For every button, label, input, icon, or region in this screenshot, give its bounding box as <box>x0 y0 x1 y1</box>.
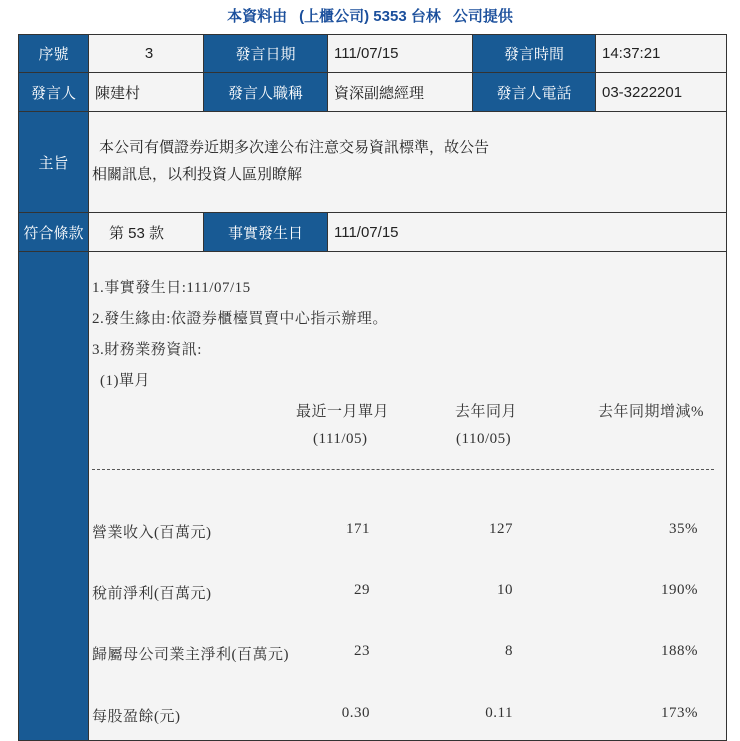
desc-line-3: 3.財務業務資訊: <box>92 342 202 358</box>
desc-line-2: 2.發生緣由:依證券櫃檯買賣中心指示辦理。 <box>92 311 388 327</box>
row-recent: 23 <box>354 643 370 659</box>
col-period-recent: (111/05) <box>313 431 368 447</box>
subject-line-1: 本公司有價證券近期多次達公布注意交易資訊標準，故公告 <box>99 139 490 156</box>
row-last-year: 127 <box>489 521 513 537</box>
speaker-value: 陳建村 <box>88 72 204 112</box>
row-last-year: 8 <box>505 643 513 659</box>
row-last-year: 10 <box>497 582 513 598</box>
col-period-last-year: (110/05) <box>456 431 512 447</box>
speaker-title-value: 資深副總經理 <box>327 72 473 112</box>
row-recent: 171 <box>346 521 370 537</box>
col-header-recent: 最近一月單月 <box>296 404 390 420</box>
seq-value: 3 <box>88 34 204 73</box>
fact-date-label: 事實發生日 <box>203 212 328 252</box>
page-title <box>0 5 740 26</box>
row-change: 190% <box>661 582 698 598</box>
speaker-label: 發言人 <box>18 72 89 112</box>
row-last-year: 0.11 <box>485 705 513 721</box>
fact-date-value: 111/07/15 <box>327 212 727 252</box>
title-suffix: 公司提供 <box>452 8 513 25</box>
speaker-title-label: 發言人職稱 <box>203 72 328 112</box>
row-recent: 0.30 <box>341 705 370 721</box>
col-header-change: 去年同期增減% <box>598 404 704 420</box>
row-recent: 29 <box>354 582 370 598</box>
row-label: 歸屬母公司業主淨利(百萬元) <box>92 647 289 663</box>
col-header-last-year: 去年同月 <box>455 404 518 420</box>
title-prefix: 本資料由 <box>227 8 288 25</box>
clause-value: 第 53 款 <box>88 212 204 252</box>
title-company: (上櫃公司) 5353 台林 <box>299 8 441 25</box>
date-label: 發言日期 <box>203 34 328 73</box>
time-value: 14:37:21 <box>595 34 727 73</box>
desc-line-1: 1.事實發生日:111/07/15 <box>92 280 251 296</box>
phone-value: 03-3222201 <box>595 72 727 112</box>
description-label <box>18 251 89 741</box>
seq-label: 序號 <box>18 34 89 73</box>
row-change: 188% <box>661 643 698 659</box>
subject-label: 主旨 <box>18 111 89 213</box>
date-value: 111/07/15 <box>327 34 473 73</box>
time-label: 發言時間 <box>472 34 596 73</box>
row-label: 每股盈餘(元) <box>92 709 181 725</box>
row-change: 35% <box>669 521 698 537</box>
phone-label: 發言人電話 <box>472 72 596 112</box>
subject-value <box>88 111 727 213</box>
row-label: 營業收入(百萬元) <box>92 525 212 541</box>
subject-line-2: 相關訊息，以利投資人區別瞭解 <box>92 166 303 183</box>
row-label: 稅前淨利(百萬元) <box>92 586 212 602</box>
clause-label: 符合條款 <box>18 212 89 252</box>
divider <box>92 469 714 470</box>
row-change: 173% <box>661 705 698 721</box>
desc-line-4: (1)單月 <box>100 373 150 389</box>
